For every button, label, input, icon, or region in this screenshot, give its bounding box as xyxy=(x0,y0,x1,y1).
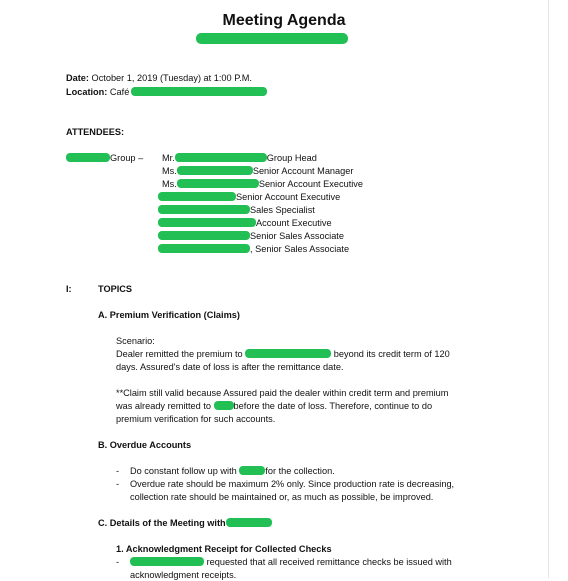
b-item-2b: collection rate should be maintained or, as much as possible, be improved. xyxy=(130,492,434,502)
date-line xyxy=(66,72,252,84)
page-title: Meeting Agenda xyxy=(222,12,346,29)
attendee-role: Senior Account Executive xyxy=(236,192,341,202)
attendee-role: Account Executive xyxy=(256,218,332,228)
attendee-prefix: Ms. xyxy=(162,179,177,189)
section-title: TOPICS xyxy=(98,284,133,294)
scenario-line-2: days. Assured's date of loss is after the remittance date. xyxy=(116,362,344,372)
redaction-bar xyxy=(131,87,267,96)
c-title-text: C. Details of the Meeting with xyxy=(98,518,226,528)
c1-item-line-2: acknowledgment receipts. xyxy=(130,570,237,580)
attendee-row xyxy=(158,230,344,242)
attendee-role: Senior Sales Associate xyxy=(250,231,344,241)
attendee-role: , Senior Sales Associate xyxy=(250,244,350,254)
c1-item-line-1 xyxy=(130,556,452,568)
group-line xyxy=(66,152,143,164)
location-label: Location: xyxy=(66,87,108,97)
bullet-dash: - xyxy=(116,479,120,489)
redaction-bar xyxy=(175,153,267,162)
attendee-row xyxy=(162,165,353,177)
attendee-role: Senior Account Manager xyxy=(252,166,354,176)
attendee-row xyxy=(158,217,332,229)
c1-item-text: requested that all received remittance checks be issued with xyxy=(206,557,452,567)
date-label: Date: xyxy=(66,73,89,83)
attendee-row xyxy=(158,204,315,216)
b-item-text: Do constant follow up with xyxy=(130,466,237,476)
group-label: Group – xyxy=(110,153,144,163)
subsection-b-title: B. Overdue Accounts xyxy=(98,440,192,450)
redaction-bar xyxy=(66,153,110,162)
redaction-bar xyxy=(158,192,236,201)
redaction-bar xyxy=(177,179,259,188)
attendee-prefix: Mr. xyxy=(162,153,175,163)
redaction-bar xyxy=(158,218,256,227)
redaction-bar xyxy=(226,518,272,527)
note-text: was already remitted to xyxy=(116,401,211,411)
location-line xyxy=(66,86,267,98)
redaction-bar xyxy=(196,33,348,44)
note-text: before the date of loss. Therefore, continue to do xyxy=(233,401,433,411)
redaction-bar xyxy=(158,231,250,240)
subsection-a-title: A. Premium Verification (Claims) xyxy=(98,310,240,320)
attendee-row xyxy=(158,191,340,203)
note-line-2 xyxy=(116,400,432,412)
scenario-text: beyond its credit term of 120 xyxy=(333,349,450,359)
b-item-2a: Overdue rate should be maximum 2% only. Since production rate is decreasing, xyxy=(130,479,455,489)
location-value: Café xyxy=(109,87,130,97)
scenario-line-1 xyxy=(116,348,450,360)
scenario-label: Scenario: xyxy=(116,336,155,346)
redaction-bar xyxy=(214,401,234,410)
attendee-row xyxy=(158,243,349,255)
subsection-c-title xyxy=(98,517,272,529)
c1-title: 1. Acknowledgment Receipt for Collected Checks xyxy=(116,544,332,554)
attendee-role: Senior Account Executive xyxy=(258,179,363,189)
attendee-row xyxy=(162,178,363,190)
redaction-bar xyxy=(158,205,250,214)
redaction-bar xyxy=(158,244,250,253)
bullet-dash: - xyxy=(116,466,120,476)
redaction-bar xyxy=(239,466,265,475)
date-value: October 1, 2019 (Tuesday) at 1:00 P.M. xyxy=(91,73,252,83)
attendees-heading: ATTENDEES: xyxy=(66,127,125,137)
scenario-text: Dealer remitted the premium to xyxy=(116,349,243,359)
attendee-role: Sales Specialist xyxy=(250,205,315,215)
page-edge-divider xyxy=(548,0,549,578)
b-item-1 xyxy=(130,465,335,477)
b-item-text: for the collection. xyxy=(265,466,335,476)
section-number: I: xyxy=(66,284,72,294)
bullet-dash: - xyxy=(116,557,120,567)
redaction-bar xyxy=(177,166,253,175)
redaction-bar xyxy=(130,557,204,566)
redaction-bar xyxy=(245,349,331,358)
attendee-prefix: Ms. xyxy=(162,166,177,176)
note-line-3: premium verification for such accounts. xyxy=(116,414,276,424)
attendee-role: Group Head xyxy=(266,153,317,163)
attendee-row xyxy=(162,152,317,164)
note-line-1: **Claim still valid because Assured paid the dealer within credit term and premium xyxy=(116,388,449,398)
